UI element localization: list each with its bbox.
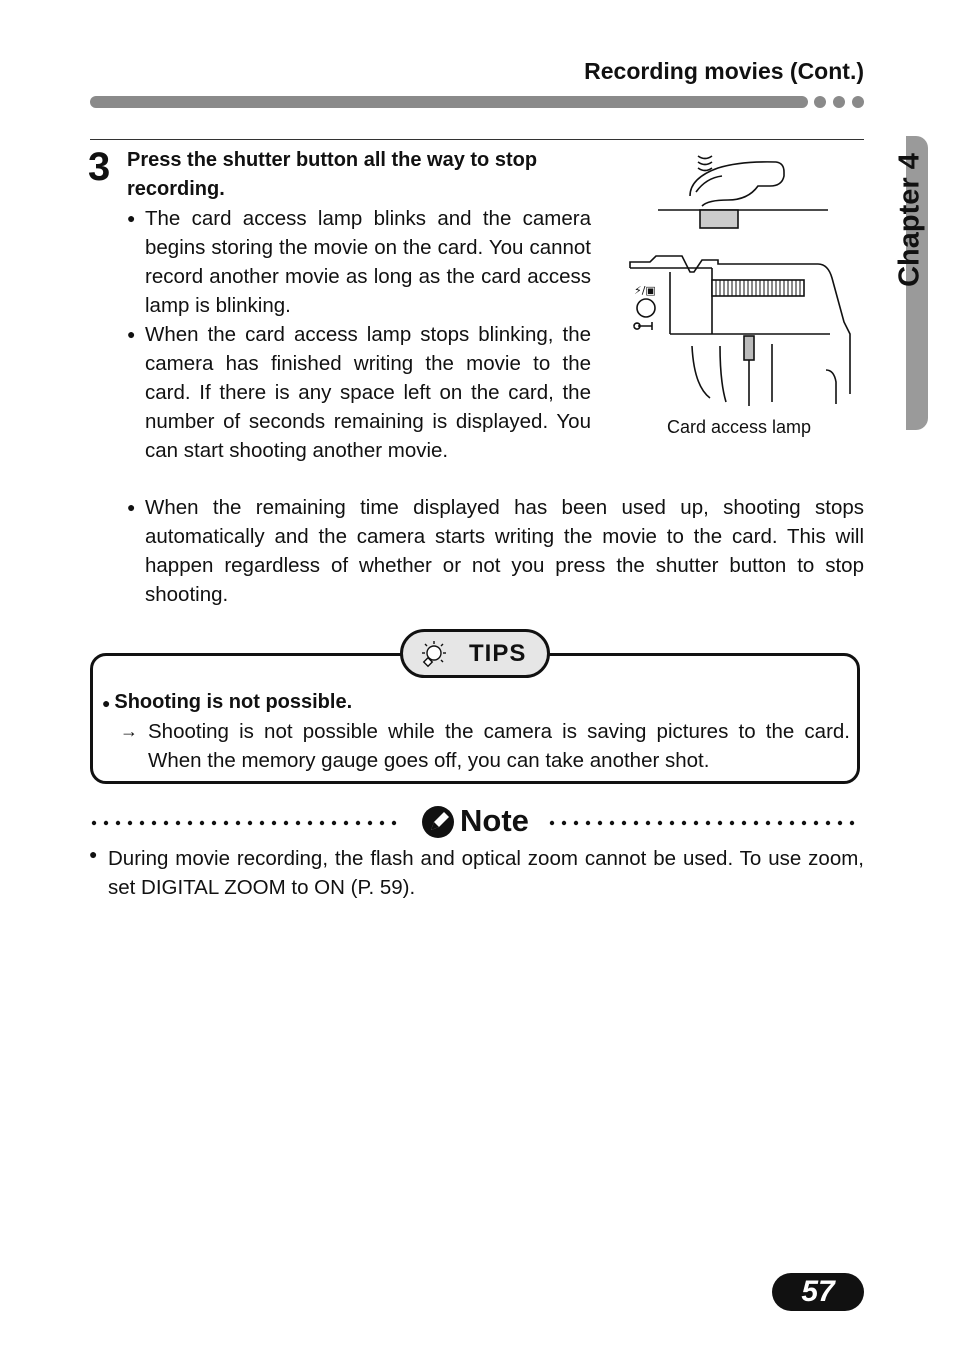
chapter-label: [890, 140, 930, 300]
illustration-caption: Card access lamp: [667, 417, 812, 437]
dotted-divider: [548, 818, 864, 828]
arrow-icon: →: [120, 721, 138, 741]
bullet-icon: ●: [127, 326, 136, 342]
bullet-icon: ●: [127, 210, 136, 226]
tips-badge: [400, 629, 550, 678]
lightbulb-icon: [421, 640, 451, 668]
tips-body: Shooting is not possible while the camera is saving pictures to the card. When the memory gauge goes off, you can take another shot.: [148, 720, 850, 772]
step-title: Press the shutter button all the way to stop recording.: [127, 149, 538, 200]
camera-shutter-illustration: [620, 148, 852, 406]
divider: [90, 139, 864, 140]
tips-label: TIPS: [469, 640, 527, 667]
chapter-label-text: Chapter 4: [893, 153, 926, 287]
pencil-icon: [421, 805, 455, 839]
note-body: During movie recording, the flash and optical zoom cannot be used. To use zoom, set DIGITAL ZOOM to ON (P. 59).: [108, 847, 864, 899]
bullet-icon: ●: [127, 499, 136, 515]
step-number: 3: [88, 145, 111, 189]
header-bar: [90, 96, 808, 108]
tips-heading: [102, 688, 352, 718]
svg-text:⚡/▣: ⚡/▣: [634, 284, 656, 297]
header-dot: [814, 96, 826, 108]
page-header-title: Recording movies (Cont.): [584, 58, 864, 84]
header-dot: [852, 96, 864, 108]
bullet-text: When the card access lamp stops blinking, the camera has finished writing the movie to the card. If there is any space left on the card, the number of seconds remaining is displayed. You can start shooting another movie.: [145, 323, 591, 462]
bullet-text: The card access lamp blinks and the camera begins storing the movie on the card. You cannot record another movie as long as the card access lamp is blinking.: [145, 207, 591, 317]
tips-heading-text: Shooting is not possible.: [114, 691, 353, 713]
step-bullet: [127, 320, 591, 465]
note-title: Note: [460, 803, 529, 838]
bullet-icon: ●: [102, 695, 115, 711]
bullet-text: When the remaining time displayed has been used up, shooting stops automatically and the camera starts writing the movie to the card. This will happen regardless of whether or not you press the shutter button to stop shooting.: [145, 496, 864, 606]
page-number: 57: [801, 1275, 835, 1308]
bullet-icon: ●: [89, 846, 98, 862]
step-bullet: [127, 204, 591, 320]
header-dot: [833, 96, 845, 108]
step-bullet: [127, 493, 864, 609]
dotted-divider: [90, 818, 406, 828]
